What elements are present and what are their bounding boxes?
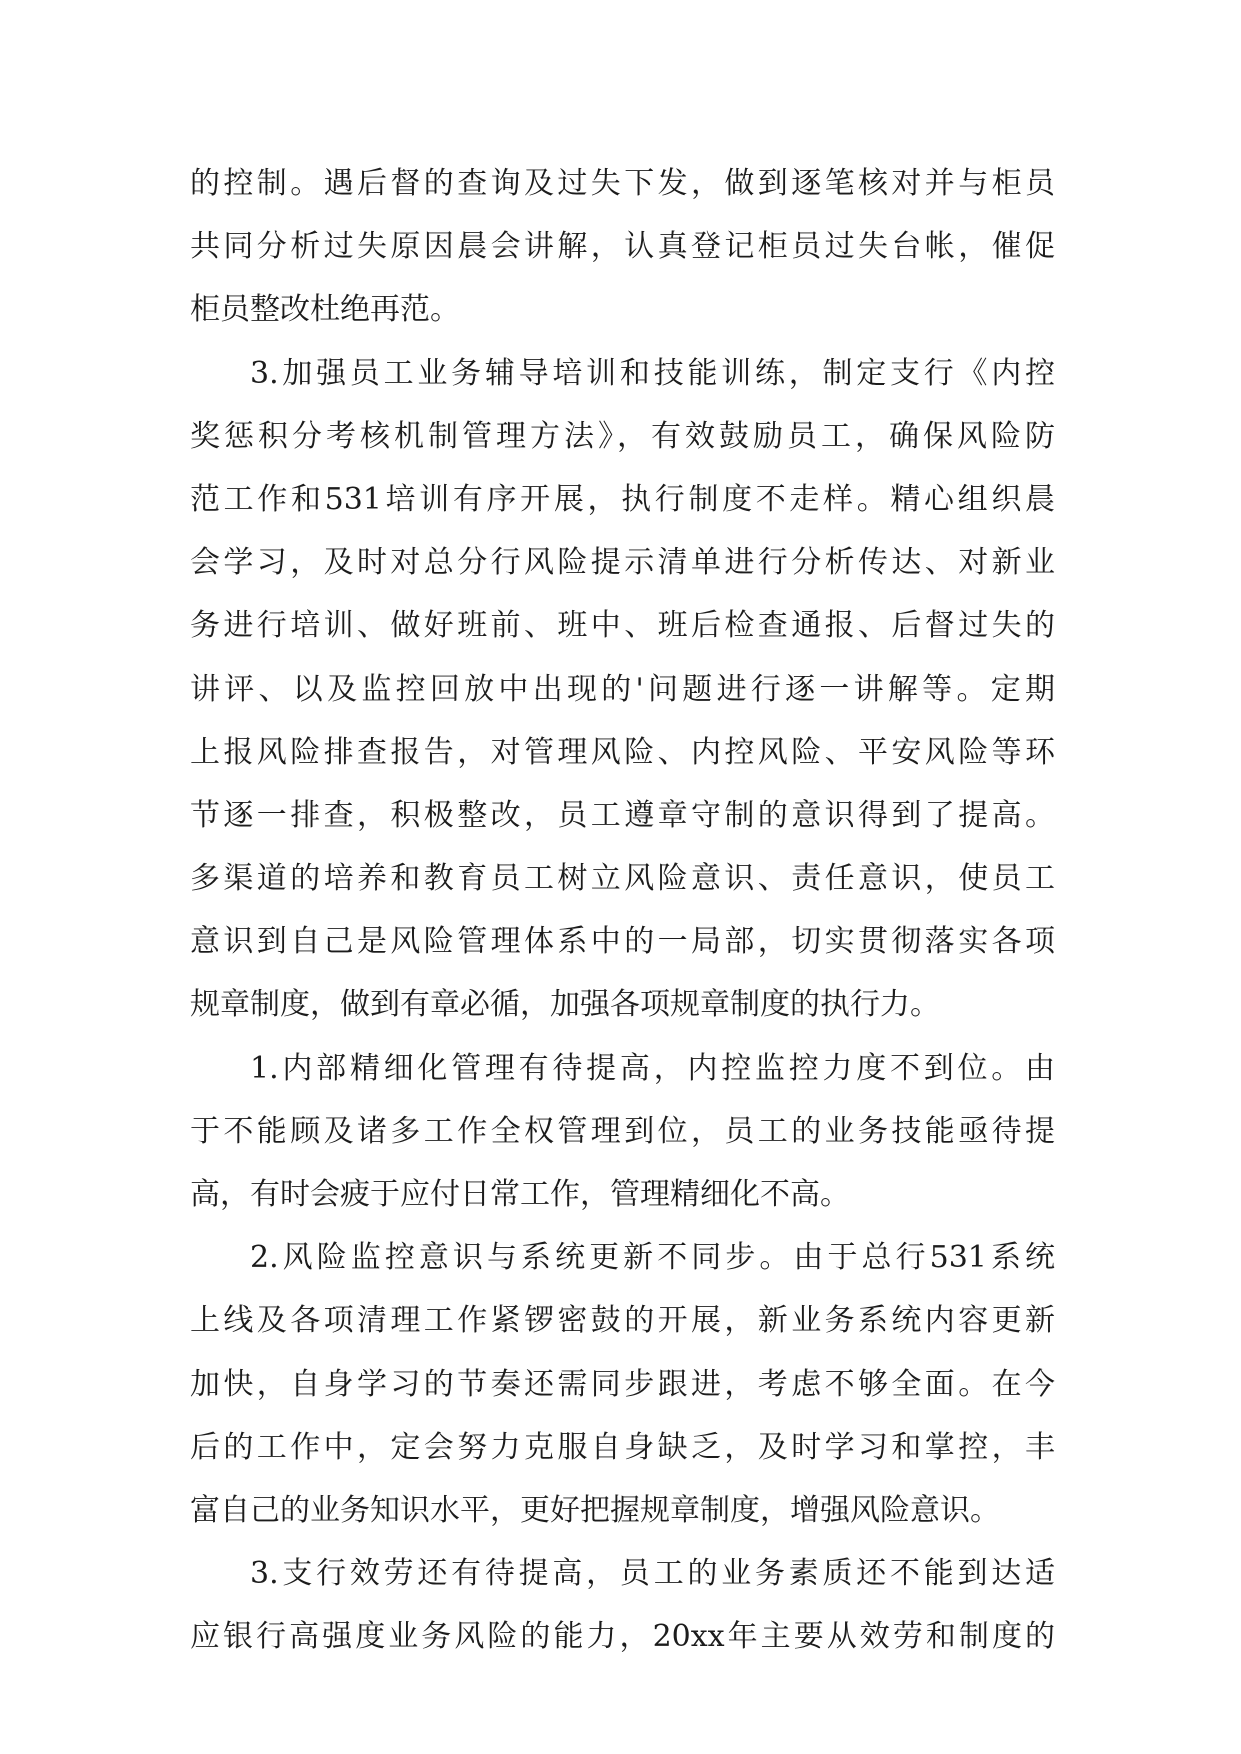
text-line: 规章制度，做到有章必循，加强各项规章制度的执行力。 [190, 987, 940, 1023]
text-line: 范工作和531培训有序开展，执行制度不走样。精心组织晨 [190, 481, 1055, 517]
paragraph-continued [190, 152, 1055, 342]
text-line: 多渠道的培养和教育员工树立风险意识、责任意识，使员工 [190, 861, 1055, 897]
text-line: 于不能顾及诸多工作全权管理到位，员工的业务技能亟待提 [190, 1113, 1055, 1149]
text-line: 3.支行效劳还有待提高，员工的业务素质还不能到达适 [250, 1556, 1055, 1592]
text-line: 的控制。遇后督的查询及过失下发，做到逐笔核对并与柜员 [190, 166, 1055, 201]
text-line: 柜员整改杜绝再范。 [190, 292, 460, 328]
paragraph-item-3-service [190, 1542, 1055, 1668]
text-line: 2.风险监控意识与系统更新不同步。由于总行531系统 [250, 1240, 1055, 1276]
text-line: 务进行培训、做好班前、班中、班后检查通报、后督过失的 [190, 608, 1055, 644]
text-line: 应银行高强度业务风险的能力，20xx年主要从效劳和制度的 [190, 1619, 1055, 1655]
paragraph-item-2-risk-monitoring [190, 1226, 1055, 1542]
text-line: 共同分析过失原因晨会讲解，认真登记柜员过失台帐，催促 [190, 229, 1055, 265]
text-line: 上报风险排查报告，对管理风险、内控风险、平安风险等环 [190, 734, 1055, 770]
text-line: 后的工作中，定会努力克服自身缺乏，及时学习和掌控，丰 [190, 1429, 1055, 1465]
text-line: 会学习，及时对总分行风险提示清单进行分析传达、对新业 [190, 545, 1055, 581]
paragraph-item-3-training [190, 342, 1055, 1037]
text-line: 意识到自己是风险管理体系中的一局部，切实贯彻落实各项 [190, 924, 1055, 960]
text-line: 3.加强员工业务辅导培训和技能训练，制定支行《内控 [250, 355, 1055, 391]
text-line: 节逐一排查，积极整改，员工遵章守制的意识得到了提高。 [190, 797, 1055, 833]
text-line: 1.内部精细化管理有待提高，内控监控力度不到位。由 [250, 1050, 1055, 1086]
text-line: 富自己的业务知识水平，更好把握规章制度，增强风险意识。 [190, 1492, 1000, 1528]
text-line: 加快，自身学习的节奏还需同步跟进，考虑不够全面。在今 [190, 1366, 1055, 1402]
text-line: 高，有时会疲于应付日常工作，管理精细化不高。 [190, 1177, 850, 1212]
text-line: 讲评、以及监控回放中出现的'问题进行逐一讲解等。定期 [190, 671, 1055, 707]
text-line: 上线及各项清理工作紧锣密鼓的开展，新业务系统内容更新 [190, 1303, 1055, 1339]
document-body [190, 152, 1055, 1669]
text-line: 奖惩积分考核机制管理方法》，有效鼓励员工，确保风险防 [190, 418, 1055, 454]
paragraph-item-1-management [190, 1037, 1055, 1227]
